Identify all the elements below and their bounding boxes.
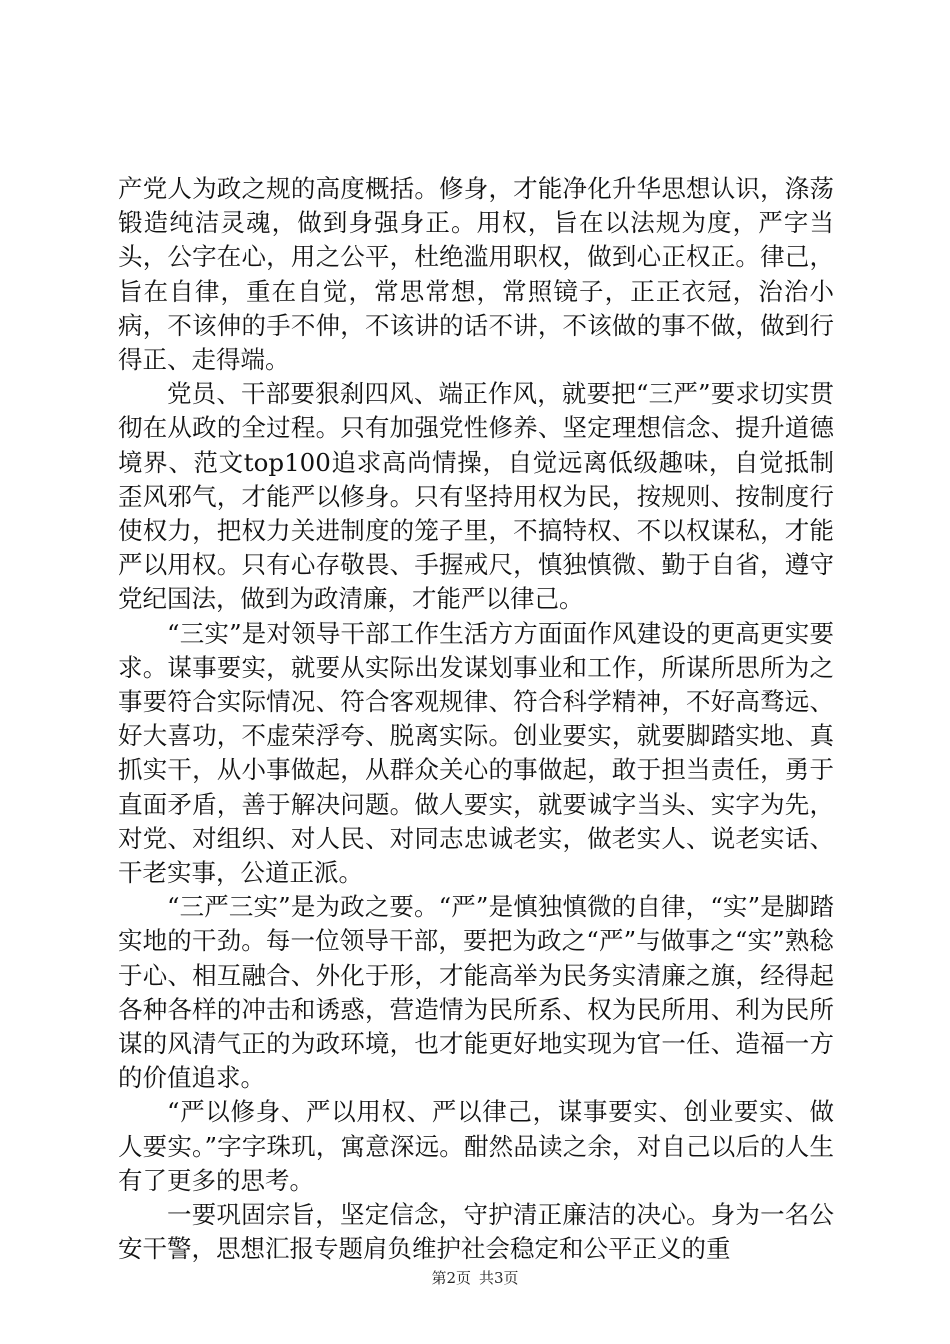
page-total: 共3页 <box>479 1269 519 1287</box>
paragraph-1: 产党人为政之规的高度概括。修身，才能净化升华思想认识，涤荡锻造纯洁灵魂，做到身强身正。用权，旨在以法规为度，严字当头，公字在心，用之公平，杜绝滥用职权，做到心正权正。律己，旨在自律，重在自觉，常思常想，常照镜子，正正衣冠，治治小病，不该伸的手不伸，不该讲的话不讲，不该做的事不做，做到行得正、走得端。 <box>118 174 834 375</box>
paragraph-3: “三实”是对领导干部工作生活方方面面作风建设的更高更实要求。谋事要实，就要从实际出发谋划事业和工作，所谋所思所为之事要符合实际情况、符合客观规律、符合科学精神，不好高骛远、好大喜功，不虚荣浮夸、脱离实际。创业要实，就要脚踏实地、真抓实干，从小事做起，从群众关心的事做起，敢于担当责任，勇于直面矛盾，善于解决问题。做人要实，就要诚字当头、实字为先，对党、对组织、对人民、对同志忠诚老实，做老实人、说老实话、干老实事，公道正派。 <box>118 618 834 888</box>
paragraph-6: 一要巩固宗旨，坚定信念，守护清正廉洁的决心。身为一名公安干警，思想汇报专题肩负维护社会稳定和公平正义的重 <box>118 1200 834 1264</box>
paragraph-2: 党员、干部要狠刹四风、端正作风，就要把“三严”要求切实贯彻在从政的全过程。只有加强党性修养、坚定理想信念、提升道德境界、范文top100追求高尚情操，自觉远离低级趣味，自觉抵制歪风邪气，才能严以修身。只有坚持用权为民，按规则、按制度行使权力，把权力关进制度的笼子里，不搞特权、不以权谋私，才能严以用权。只有心存敬畏、手握戒尺，慎独慎微、勤于自省，遵守党纪国法，做到为政清廉，才能严以律己。 <box>118 379 834 614</box>
body-text <box>118 172 834 1267</box>
page-footer <box>0 1268 950 1288</box>
paragraph-5: “严以修身、严以用权、严以律己，谋事要实、创业要实、做人要实。”字字珠玑，寓意深远。酣然品读之余，对自己以后的人生有了更多的思考。 <box>118 1097 834 1195</box>
page-number: 第2页 <box>431 1269 471 1287</box>
paragraph-4: “三严三实”是为政之要。“严”是慎独慎微的自律，“实”是脚踏实地的干劲。每一位领导干部，要把为政之“严”与做事之“实”熟稔于心、相互融合、外化于形，才能高举为民务实清廉之旗，经得起各种各样的冲击和诱惑，营造情为民所系、权为民所用、利为民所谋的风清气正的为政环境，也才能更好地实现为官一任、造福一方的价值追求。 <box>118 892 834 1093</box>
